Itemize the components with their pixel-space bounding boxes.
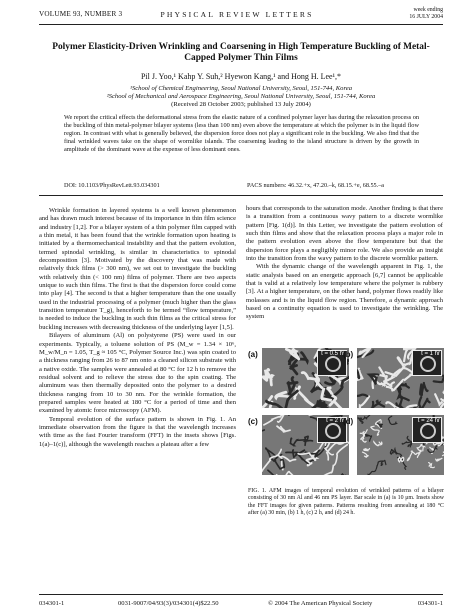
- panel-time: t = 0.5 hr: [321, 351, 345, 357]
- wrinkle-ridge: [370, 401, 384, 408]
- doi-link[interactable]: DOI: 10.1103/PhysRevLett.93.034301: [64, 182, 160, 189]
- wrinkle-ridge: [436, 458, 443, 461]
- paragraph: hours that corresponds to the saturation mode. Another finding is that there is a transition from a continuous wavy pattern to a discrete wormlike pattern [Fig. 1(d)]. In this Letter, we investigate the pattern evolution of such thin films and show that the relaxation process plays a major role in the pattern evolution even above the flow temperature but that the dispersion force plays a negligibly minor role. We also provide an insight into the transition from the wavy pattern to the discrete wormlike pattern.: [246, 205, 443, 263]
- figure-caption: FIG. 1. AFM images of temporal evolution of wrinkled patterns of a bilayer consisting of 30 nm Al and 46 nm PS layer. Bar scale in (a) is 10 μm. Insets show the FFT images for given patterns. Patterns resulting from annealing at 180 °C after (a) 30 min, (b) 1 h, (c) 2 h, and (d) 24 h.: [248, 488, 444, 517]
- fft-ring: [325, 423, 341, 439]
- page-number-left: 034301-1: [39, 600, 65, 607]
- wrinkle-ridge: [275, 459, 284, 469]
- paragraph: Bilayers of aluminum (Al) on polystyrene (PS) were used in our experiments. Typically, a toluene solution of PS (M_w = 1.34 × 10⁶, M_w/M_n = 1.05, T_g ≈ 105 °C, Polymer Source Inc.) was spin coated to a thickness ranging from 26 to 87 nm onto a cleaned silicon substrate with a native oxide. The samples were annealed at 80 °C for 12 h to remove the residual solvent and to relieve the stress due to the spin coating. The aluminum was then thermally deposited onto the polymer to a desired thickness ranging from 10 to 30 nm. For the wrinkle formation, the prepared samples were heated at 180 °C for a period of time and then examined by atomic force microscopy (AFM).: [39, 332, 236, 415]
- abstract-rule: [39, 195, 443, 196]
- wrinkle-ridge: [365, 435, 371, 442]
- wrinkle-ridge: [386, 353, 415, 376]
- body-right-column: [246, 205, 443, 322]
- paragraph: Wrinkle formation in layered systems is a well known phenomenon and has drawn much interest because of its importance in thin film science and industry [1,2]. For a bilayer system of a thin polymer film capped with a thin metal, it has been found that the wrinkle formation upon heating is initiated by a thermomechanical instability and that the pattern evolution, termed spinodal wrinkling, is similar in characteristics to spinodal decomposition [3]. Motivated by the discovery that was made with relatively thick films (> 300 nm), we set out to investigate the buckling with relatively thin (< 100 nm) films of polymer. There are two aspects unique to such thin films. The first is that the dispersion force could come into play [4]. The second is that a higher temperature than the one usually used in the industrial processing of a polymer (much higher than the glass transition temperature T_g), henceforth to be termed “flow temperature,” is needed to induce the buckling in such thin films as the critical stress for buckling increases with decreasing thickness of the underlying layer [1,5].: [39, 207, 236, 331]
- paper-title: Polymer Elasticity-Driven Wrinkling and Coarsening in High Temperature Buckling of Metal-Capped Polymer Thin Films: [52, 42, 430, 64]
- wrinkle-ridge: [341, 474, 347, 475]
- afm-panel-d: [357, 415, 444, 475]
- body-left-column: [39, 207, 236, 449]
- header-rule: [39, 24, 443, 25]
- article-code: 0031-9007/04/93(3)/034301(4)$22.50: [118, 600, 219, 607]
- wrinkle-ridge: [388, 416, 396, 424]
- wrinkle-ridge: [266, 448, 282, 462]
- wrinkle-ridge: [416, 450, 421, 457]
- wrinkle-ridge: [374, 442, 382, 446]
- figure-1: [248, 348, 444, 479]
- wrinkle-ridge: [262, 425, 264, 434]
- wrinkle-ridge: [363, 452, 369, 457]
- wrinkle-ridge: [371, 426, 379, 435]
- fft-ring: [420, 356, 436, 372]
- wrinkle-ridge: [305, 436, 313, 445]
- panel-label-c: (c): [248, 417, 258, 426]
- wrinkle-ridge: [290, 438, 306, 446]
- wrinkle-ridge: [429, 463, 435, 468]
- affiliation-1: ¹School of Chemical Engineering, Seoul National University, Seoul, 151-744, Korea: [129, 85, 353, 92]
- panel-time: t = 1 hr: [421, 351, 440, 357]
- abstract: We report the critical effects the deformational stress from the elastic nature of a confined polymer layer has during the relaxation process on the buckling of thin metal-polymer bilayer systems (less than 100 nm) even above the temperature at which the polymer is in the liquid flow region. In contrast with what is generally believed, the dispersion force does not play a significant role in the buckling. We also find that the final wrinkled waves take on the shape of wormlike islands. The coarsening leading to the island structure is driven by the growth in amplitude of the dominant wave at the expense of less dominant ones.: [64, 114, 420, 153]
- wrinkle-ridge: [421, 398, 429, 408]
- wrinkle-ridge: [277, 472, 297, 475]
- pacs-numbers: PACS numbers: 46.32.+x, 47.20.–k, 68.15.+e, 68.55.–a: [247, 182, 385, 189]
- wrinkle-ridge: [407, 451, 415, 461]
- week-ending-date: 16 JULY 2004: [409, 13, 443, 20]
- wrinkle-ridge: [327, 442, 345, 460]
- wrinkle-ridge: [264, 415, 285, 425]
- panel-time: t = 24 hr: [417, 418, 440, 424]
- wrinkle-ridge: [357, 388, 367, 396]
- wrinkle-ridge: [443, 452, 445, 456]
- author-list: Pil J. Yoo,¹ Kahp Y. Suh,² Hyewon Kang,¹ and Hong H. Lee¹,*: [140, 72, 342, 81]
- panel-time: t = 2 hr: [326, 418, 345, 424]
- wrinkle-ridge: [357, 396, 369, 408]
- afm-panel-b: [357, 348, 444, 408]
- issue-date: [409, 7, 443, 20]
- copyright-notice: © 2004 The American Physical Society: [268, 600, 373, 607]
- fft-ring: [325, 356, 341, 372]
- received-date: (Received 28 October 2003; published 13 July 2004): [171, 101, 311, 108]
- panel-label-a: (a): [248, 350, 258, 359]
- affiliation-2: ²School of Mechanical and Aerospace Engineering, Seoul National University, Seoul, 151-744, Korea: [106, 93, 376, 100]
- afm-panel-c: [262, 415, 349, 475]
- wrinkle-ridge: [395, 449, 402, 458]
- wrinkle-ridge: [367, 472, 372, 475]
- wrinkle-ridge: [420, 383, 427, 395]
- panel-label-b: (b): [343, 350, 354, 359]
- journal-name: PHYSICAL REVIEW LETTERS: [160, 10, 314, 19]
- afm-panel-a: [262, 348, 349, 408]
- wrinkle-ridge: [390, 450, 394, 455]
- wrinkle-ridge: [277, 426, 291, 432]
- wrinkle-ridge: [364, 449, 370, 451]
- wrinkle-ridge: [265, 369, 272, 385]
- wrinkle-ridge: [358, 418, 363, 423]
- paragraph: With the dynamic change of the wavelength apparent in Fig. 1, the static analysis based on an energetic approach [6,7] cannot be applicable that is valid at a relatively low temperature where the polymer is rubbery [3]. At a higher temperature, on the other hand, polymer flows readily like molasses and is in the liquid flow region. Therefore, a dynamic approach based on a continuity equation is used to investigate the wrinkling. The system: [246, 263, 443, 321]
- page-number-right: 034301-1: [417, 600, 443, 607]
- volume-label: VOLUME 93, NUMBER 3: [39, 10, 123, 18]
- panel-label-d: (d): [343, 417, 354, 426]
- week-ending-label: week ending: [413, 7, 443, 13]
- fft-ring: [420, 423, 436, 439]
- paragraph: Temporal evolution of the surface pattern is shown in Fig. 1. An immediate observation from the figure is that the wavelength increases with time as the fast Fourier transform (FFT) in the insets shows [Figs. 1(a)–1(c)], although the wavelength reaches a plateau after a few: [39, 415, 236, 448]
- footer-rule: [39, 594, 443, 595]
